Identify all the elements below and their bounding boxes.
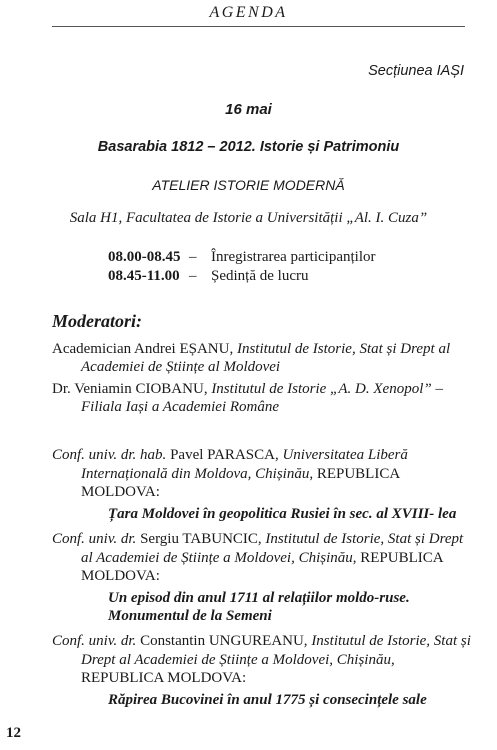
- venue: Sala H1, Facultatea de Istorie a Universității „Al. I. Cuza”: [69, 210, 428, 226]
- session-date: 16 mai: [225, 101, 272, 118]
- moderator-name: Dr. Veniamin CIOBANU: [52, 381, 204, 397]
- speaker-rank: Conf. univ. dr. hab.: [52, 447, 167, 463]
- section-label: Secțiunea IAȘI: [368, 63, 464, 79]
- schedule-row: [0, 268, 497, 288]
- paper-title: Țara Moldovei în geopolitica Rusiei în sec. al XVIII- lea: [108, 505, 457, 522]
- speaker-affiliation: Institutul de Istorie, Stat și Drept al Academiei de Științe a Moldovei, Chișinău: [81, 633, 471, 668]
- speaker-country: , REPUBLICA MOLDOVA:: [81, 651, 395, 686]
- speaker-rank: Conf. univ. dr.: [52, 531, 137, 547]
- running-header: AGENDA: [209, 4, 288, 21]
- schedule-description: Ședință de lucru: [211, 268, 309, 284]
- schedule-row: [0, 249, 497, 269]
- speaker-affiliation: Universitatea Liberă Internațională din Moldova, Chișinău: [81, 447, 408, 482]
- schedule-dash: –: [189, 268, 197, 284]
- separator: ,: [229, 341, 237, 357]
- moderator-affiliation: Institutul de Istorie, Stat și Drept al Academiei de Științe al Moldovei: [81, 341, 451, 375]
- speaker-country: , REPUBLICA MOLDOVA:: [81, 465, 400, 500]
- page-number: 12: [6, 725, 21, 741]
- schedule-time: 08.45-11.00: [108, 268, 180, 284]
- speaker-affiliation: Institutul de Istorie, Stat și Drept al Academiei de Științe a Moldovei, Chișinău: [81, 531, 464, 566]
- speaker-name: Sergiu TABUNCIC,: [136, 531, 266, 547]
- schedule-time: 08.00-08.45: [108, 249, 181, 265]
- moderator-affiliation: Institutul de Istorie „A. D. Xenopol” – Filiala Iași a Academiei Române: [81, 381, 443, 415]
- speaker-name: Constantin UNGUREANU,: [136, 633, 312, 649]
- paper-title: Un episod din anul 1711 al relațiilor moldo-ruse. Monumentul de la Semeni: [108, 589, 410, 624]
- moderator-entry: [52, 380, 472, 416]
- presentation-entry: [52, 632, 472, 709]
- moderator-name: Academician Andrei EȘANU: [52, 341, 230, 357]
- presentation-entry: [52, 446, 472, 523]
- header-rule: [52, 26, 465, 27]
- speaker-rank: Conf. univ. dr.: [52, 633, 137, 649]
- workshop-name: ATELIER ISTORIE MODERNĂ: [152, 177, 345, 193]
- schedule-description: Înregistrarea participanților: [211, 249, 376, 265]
- presentation-entry: [52, 530, 472, 626]
- speaker-name: Pavel PARASCA,: [166, 447, 283, 463]
- separator: ,: [203, 381, 212, 397]
- moderators-heading: Moderatori:: [52, 311, 142, 331]
- event-title: Basarabia 1812 – 2012. Istorie și Patrimoniu: [97, 139, 400, 155]
- speaker-country: , REPUBLICA MOLDOVA:: [81, 549, 443, 584]
- moderator-entry: [52, 340, 472, 376]
- schedule-dash: –: [189, 249, 197, 265]
- paper-title: Răpirea Bucovinei în anul 1775 și consecințele sale: [108, 691, 427, 708]
